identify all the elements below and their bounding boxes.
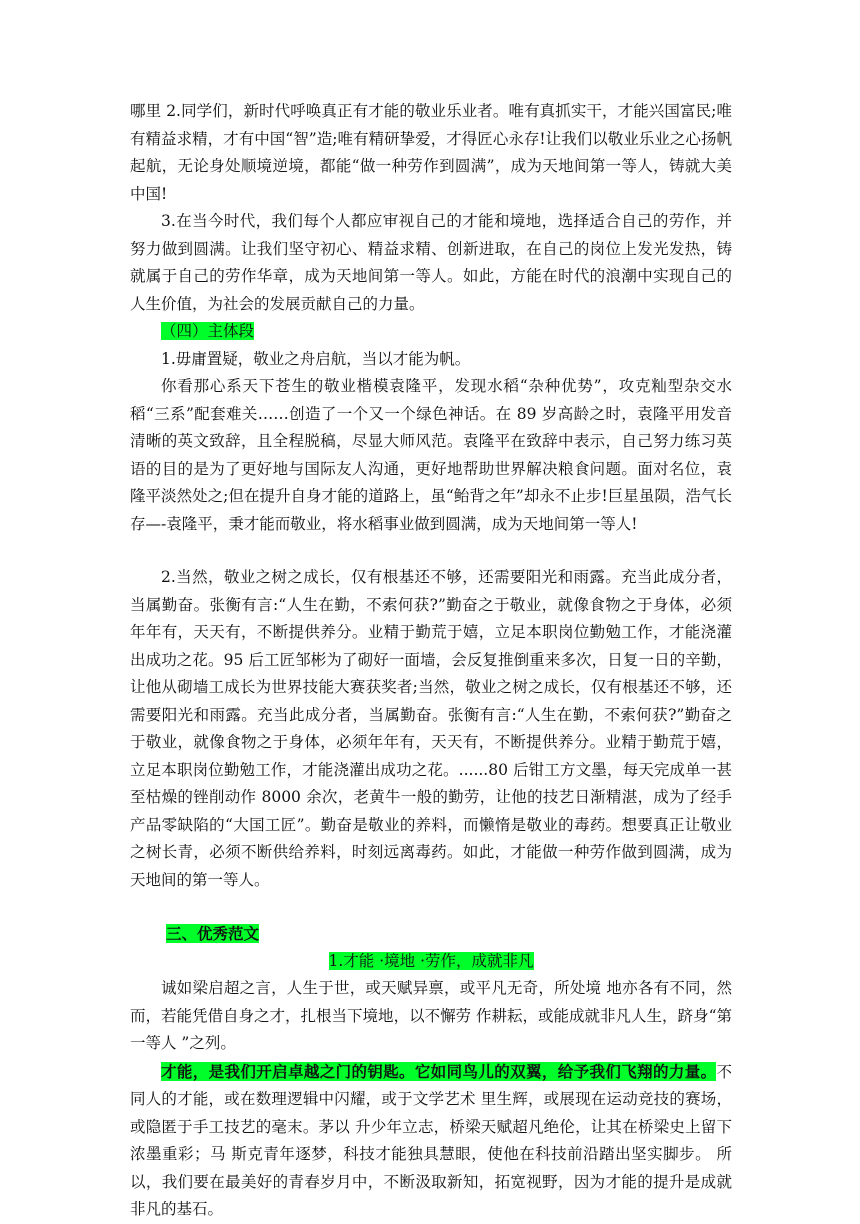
paragraph-conclusion-2: 哪里 2.同学们，新时代呼唤真正有才能的敬业乐业者。唯有真抓实干，才能兴国富民;唯有精益求精，才有中国“智”造;唯有精研挚爱，才得匠心永存!让我们以敬业乐业之心扬帆起航，无论身处顺境逆境，都能“做一种劳作到圆满”，成为天地间第一等人，铸就大美中国! (130, 102, 732, 203)
sub-heading-label: （四）主体段 (161, 322, 255, 340)
highlighted-thesis: 才能，是我们开启卓越之门的钥匙。它如同鸟儿的双翼，给予我们飞翔的力量。 (161, 1061, 717, 1081)
paragraph-body-1: 1.毋庸置疑，敬业之舟启航，当以才能为帆。 (161, 349, 471, 368)
paragraph-essay-intro: 诚如梁启超之言，人生于世，或天赋异禀，或平凡无奇，所处境 地亦各有不同，然而，若能凭借自身之才，扎根当下境地，以不懈劳 作耕耘，或能成就非凡人生，跻身“第一等人 ”之列。 (130, 979, 732, 1052)
sub-heading-body (130, 318, 732, 346)
paragraph-essay-talent (130, 1058, 732, 1224)
paragraph-yuan-longping: 你看那心系天下苍生的敬业楷模袁隆平，发现水稻“杂种优势”，攻克籼型杂交水稻“三系”配套难关……创造了一个又一个绿色神话。在 89 岁高龄之时，袁隆平用发音清晰的英文致辞，且全程脱稿，尽显大师风范。袁隆平在致辞中表示，自己努力练习英语的目的是为了更好地与国际友人沟通，更好地帮助世界解决粮食问题。面对名位，袁隆平淡然处之;但在提升自身才能的道路上，虽“鲐背之年”却永不止步!巨星虽陨，浩气长存—-袁隆平，秉才能而敬业，将水稻事业做到圆满，成为天地间第一等人! (130, 377, 732, 533)
essay-title-label: 1.才能 ·境地 ·劳作，成就非凡 (328, 951, 534, 970)
section-heading-label: 三、优秀范文 (166, 924, 260, 943)
blank-line (130, 538, 732, 564)
essay-title (130, 948, 732, 976)
section-heading (166, 920, 732, 948)
blank-line (130, 894, 732, 920)
paragraph-body-2: 2.当然，敬业之树之成长，仅有根基还不够，还需要阳光和雨露。充当此成分者，当属勤奋。张衡有言:“人生在勤，不索何获?”勤奋之于敬业，就像食物之于身体，必须年年有，天天有，不断提供养分。业精于勤荒于嬉，立足本职岗位勤勉工作，才能浇灌出成功之花。95 后工匠邹彬为了砌好一面墙，会反复推倒重来多次，日复一日的辛勤，让他从砌墙工成长为世界技能大赛获奖者;当然，敬业之树之成长，仅有根基还不够，还需要阳光和雨露。充当此成分者，当属勤奋。张衡有言:“人生在勤，不索何获?”勤奋之于敬业，就像食物之于身体，必须年年有，天天有，不断提供养分。业精于勤荒于嬉，立足本职岗位勤勉工作，才能浇灌出成功之花。......80 后钳工方文墨，每天完成单一甚至枯燥的锉削动作 8000 余次，老黄牛一般的勤劳，让他的技艺日渐精湛，成为了经手产品零缺陷的“大国工匠”。勤奋是敬业的养料，而懒惰是敬业的毒药。想要真正让敬业之树长青，必须不断供给养料，时刻远离毒药。如此，才能做一种劳作做到圆满，成为天地间的第一等人。 (130, 568, 732, 889)
paragraph-conclusion-3: 3.在当今时代，我们每个人都应审视自己的才能和境地，选择适合自己的劳作，并努力做到圆满。让我们坚守初心、精益求精、创新进取，在自己的岗位上发光发热，铸就属于自己的劳作华章，成为天地间第一等人。如此，方能在时代的浪潮中实现自己的人生价值，为社会的发展贡献自己的力量。 (130, 212, 732, 313)
paragraph-essay-talent-body: 不同人的才能，或在数理逻辑中闪耀，或于文学艺术 里生辉，或展现在运动竞技的赛场，或隐匿于手工技艺的毫末。茅以 升少年立志，桥梁天赋超凡绝伦，让其在桥梁史上留下浓墨重彩；马 斯克青年逐梦，科技才能独具慧眼，使他在科技前沿踏出坚实脚步。 所以，我们要在最美好的青春岁月中，不断汲取新知，拓宽视野，因为才能的提升是成就非凡的基石。 (130, 1062, 732, 1218)
